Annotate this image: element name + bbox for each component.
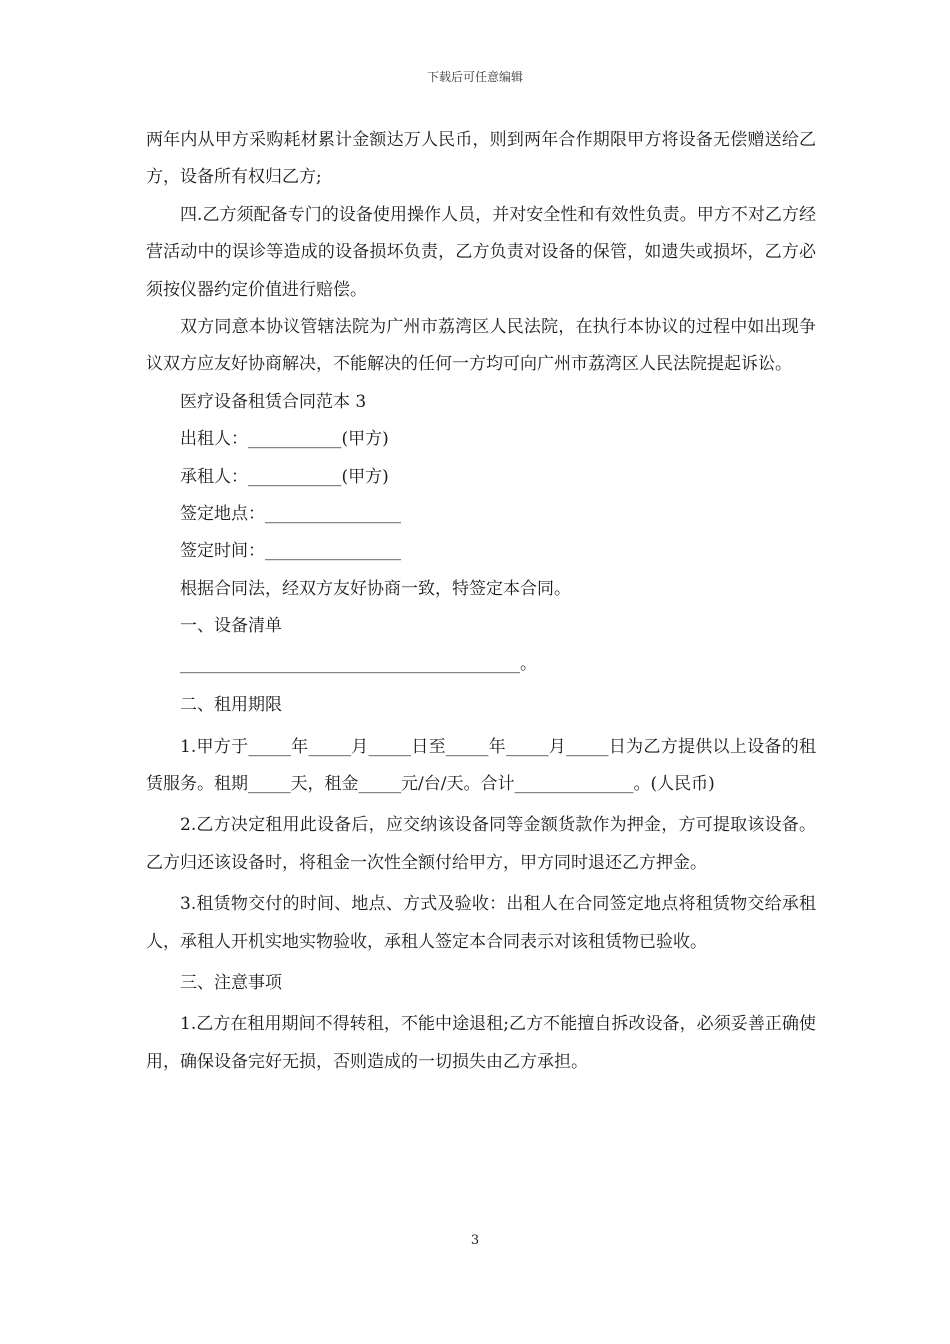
field-lessor: 出租人：___________(甲方) — [180, 429, 389, 450]
equipment-list-blank: ________________________________________。 — [180, 653, 537, 674]
clause-lease-term-1: 1.甲方于_____年_____月_____日至_____年_____月_____日为乙方提供以上设备的租赁服务。租期_____天，租金_____元/台/天。合计______________。(人民币) — [146, 736, 817, 794]
field-signing-time: 签定时间：________________ — [180, 541, 401, 562]
paragraph-preamble: 根据合同法，经双方友好协商一致，特签定本合同。 — [180, 578, 571, 599]
field-lessee: 承租人：___________(甲方) — [180, 466, 389, 487]
paragraph-clause-four: 四.乙方须配备专门的设备使用操作人员，并对安全性和有效性负责。甲方不对乙方经营活动中的误诊等造成的设备损坏负责，乙方负责对设备的保管，如遗失或损坏，乙方必须按仪器约定价值进行赔偿。 — [146, 204, 816, 300]
field-signing-place: 签定地点：________________ — [180, 504, 401, 525]
page-number: 3 — [470, 1233, 480, 1248]
heading-notes: 三、注意事项 — [180, 972, 282, 993]
paragraph-purchase-terms: 两年内从甲方采购耗材累计金额达万人民币，则到两年合作期限甲方将设备无偿赠送给乙方，设备所有权归乙方; — [146, 130, 816, 188]
heading-lease-term: 二、租用期限 — [180, 695, 282, 716]
clause-lease-term-3: 3.租赁物交付的时间、地点、方式及验收：出租人在合同签定地点将租赁物交给承租人，承租人开机实地实物验收，承租人签定本合同表示对该租赁物已验收。 — [146, 894, 816, 952]
heading-equipment-list: 一、设备清单 — [180, 616, 282, 637]
document-body — [146, 122, 816, 1081]
clause-notes-1: 1.乙方在租用期间不得转租，不能中途退租;乙方不能擅自拆改设备，必须妥善正确使用，确保设备完好无损，否则造成的一切损失由乙方承担。 — [146, 1014, 816, 1072]
clause-lease-term-2: 2.乙方决定租用此设备后，应交纳该设备同等金额货款作为押金，方可提取该设备。乙方归还该设备时，将租金一次性全额付给甲方，甲方同时退还乙方押金。 — [146, 815, 816, 873]
page-header: 下载后可任意编辑 — [426, 70, 523, 84]
paragraph-jurisdiction: 双方同意本协议管辖法院为广州市荔湾区人民法院，在执行本协议的过程中如出现争议双方应友好协商解决，不能解决的任何一方均可向广州市荔湾区人民法院提起诉讼。 — [146, 317, 816, 375]
section-title-sample-3: 医疗设备租赁合同范本 3 — [180, 391, 367, 412]
